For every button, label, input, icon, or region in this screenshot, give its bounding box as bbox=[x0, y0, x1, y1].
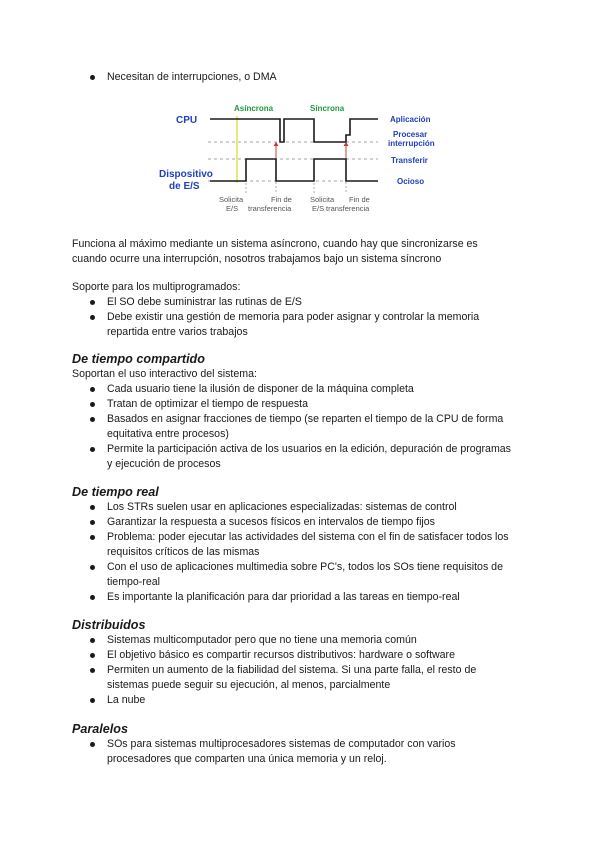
label-cpu: CPU bbox=[176, 115, 198, 126]
bullet-icon bbox=[90, 638, 95, 643]
paragraph-async: Funciona al máximo mediante un sistema asíncrono, cuando hay que sincronizarse es cuando ocurre una interrupción, nosotros trabajamos bajo un sistema síncrono bbox=[72, 238, 478, 265]
tick-es-1: E/S bbox=[226, 204, 239, 213]
bullet-icon bbox=[90, 447, 95, 452]
tick-es-2: E/S bbox=[312, 204, 325, 213]
bullet-icon bbox=[90, 668, 95, 673]
section-distribuidos bbox=[72, 617, 512, 708]
label-dispositivo: Dispositivo bbox=[159, 169, 213, 180]
bullet-icon bbox=[90, 75, 95, 80]
bullet-icon bbox=[90, 698, 95, 703]
bullet-icon bbox=[90, 417, 95, 422]
section-tiempo-compartido: De tiempo compartido Soportan el uso interactivo del sistema: Cada usuario tiene la ilusión de disponer de la máquina completa Tratan de optimizar el tiempo de respuesta Basados en asignar fracciones de tiempo (se reparten el tiempo de la CPU de forma equitativa entre procesos) Permite la participación activa de los usuarios en la edición, depuración de programas y ejecución de procesos bbox=[72, 352, 511, 470]
list-item: Sistemas multicomputador pero que no tiene una memoria común bbox=[72, 633, 512, 648]
bullet-icon bbox=[90, 300, 95, 305]
bullet-icon bbox=[90, 742, 95, 747]
section-heading: Paralelos bbox=[72, 722, 129, 736]
bullet-icon bbox=[90, 565, 95, 570]
list-item: El SO debe suministrar las rutinas de E/S bbox=[72, 295, 512, 310]
bullet-icon bbox=[90, 535, 95, 540]
bullet-icon bbox=[90, 653, 95, 658]
label-transferir: Transferir bbox=[391, 156, 428, 165]
sync-async-io-diagram bbox=[150, 98, 450, 220]
list-item: Permite la participación activa de los usuarios en la edición, depuración de programas y ejecución de procesos bbox=[72, 442, 512, 472]
tick-solicita-1: Solicita bbox=[219, 195, 244, 204]
tick-fin-2: Fin de bbox=[349, 195, 370, 204]
list-item: Problema: poder ejecutar las actividades del sistema con el fin de satisfacer todos los requisitos críticos de las mismas bbox=[72, 530, 512, 560]
cpu-waveform bbox=[210, 119, 378, 142]
label-de-es: de E/S bbox=[169, 181, 200, 192]
list-item: Permiten un aumento de la fiabilidad del sistema. Si una parte falla, el resto de sistemas puede seguir su ejecución, al menos, parcialmente bbox=[72, 663, 512, 693]
label-ocioso: Ocioso bbox=[397, 177, 425, 186]
bullet-icon bbox=[90, 520, 95, 525]
device-waveform bbox=[210, 159, 378, 181]
tick-solicita-2: Solicita bbox=[310, 195, 335, 204]
section-heading: De tiempo compartido bbox=[72, 352, 205, 366]
section-heading: De tiempo real bbox=[72, 485, 159, 499]
tick-transferencia-2: transferencia bbox=[326, 204, 370, 213]
arrow-head-1 bbox=[274, 142, 279, 146]
label-asincrona: Asíncrona bbox=[234, 104, 274, 113]
section-multiprogramados: Soporte para los multiprogramados: El SO debe suministrar las rutinas de E/S Debe existir una gestión de memoria para poder asignar y controlar la memoria repartida entre varios trabajos bbox=[72, 280, 512, 340]
label-aplicacion: Aplicación bbox=[390, 115, 431, 124]
top-bullet-list bbox=[72, 70, 512, 85]
section-tiempo-real bbox=[72, 484, 512, 605]
list-item: Con el uso de aplicaciones multimedia sobre PC's, todos los SOs tiene requisitos de tiempo-real bbox=[72, 560, 512, 590]
bullet-icon bbox=[90, 402, 95, 407]
tick-transferencia-1: transferencia bbox=[248, 204, 292, 213]
bullet-icon bbox=[90, 315, 95, 320]
label-sincrona: Síncrona bbox=[310, 104, 345, 113]
list-item: SOs para sistemas multiprocesadores sistemas de computador con varios procesadores que comparten una única memoria y un reloj. bbox=[72, 737, 512, 767]
list-item: Basados en asignar fracciones de tiempo (se reparten el tiempo de la CPU de forma equitativa entre procesos) bbox=[72, 412, 512, 442]
bullet-icon bbox=[90, 387, 95, 392]
tick-fin-1: Fin de bbox=[271, 195, 292, 204]
bullet-icon bbox=[90, 505, 95, 510]
list-item: Es importante la planificación para dar prioridad a las tareas en tiempo-real bbox=[72, 590, 512, 605]
list-item: Debe existir una gestión de memoria para poder asignar y controlar la memoria repartida entre varios trabajos bbox=[72, 310, 512, 340]
list-item: Garantizar la respuesta a sucesos físicos en intervalos de tiempo fijos bbox=[72, 515, 512, 530]
list-item: Necesitan de interrupciones, o DMA bbox=[72, 70, 512, 85]
bullet-icon bbox=[90, 595, 95, 600]
list-item: La nube bbox=[72, 693, 512, 708]
list-item: El objetivo básico es compartir recursos distributivos: hardware o software bbox=[72, 648, 512, 663]
label-procesar: Procesar bbox=[393, 130, 428, 139]
list-item: Los STRs suelen usar en aplicaciones especializadas: sistemas de control bbox=[72, 500, 512, 515]
list-item: Cada usuario tiene la ilusión de disponer de la máquina completa bbox=[72, 382, 512, 397]
section-paralelos bbox=[72, 721, 512, 767]
section-heading: Distribuidos bbox=[72, 618, 146, 632]
list-item: Tratan de optimizar el tiempo de respuesta bbox=[72, 397, 512, 412]
label-interrupcion: interrupción bbox=[388, 139, 435, 148]
